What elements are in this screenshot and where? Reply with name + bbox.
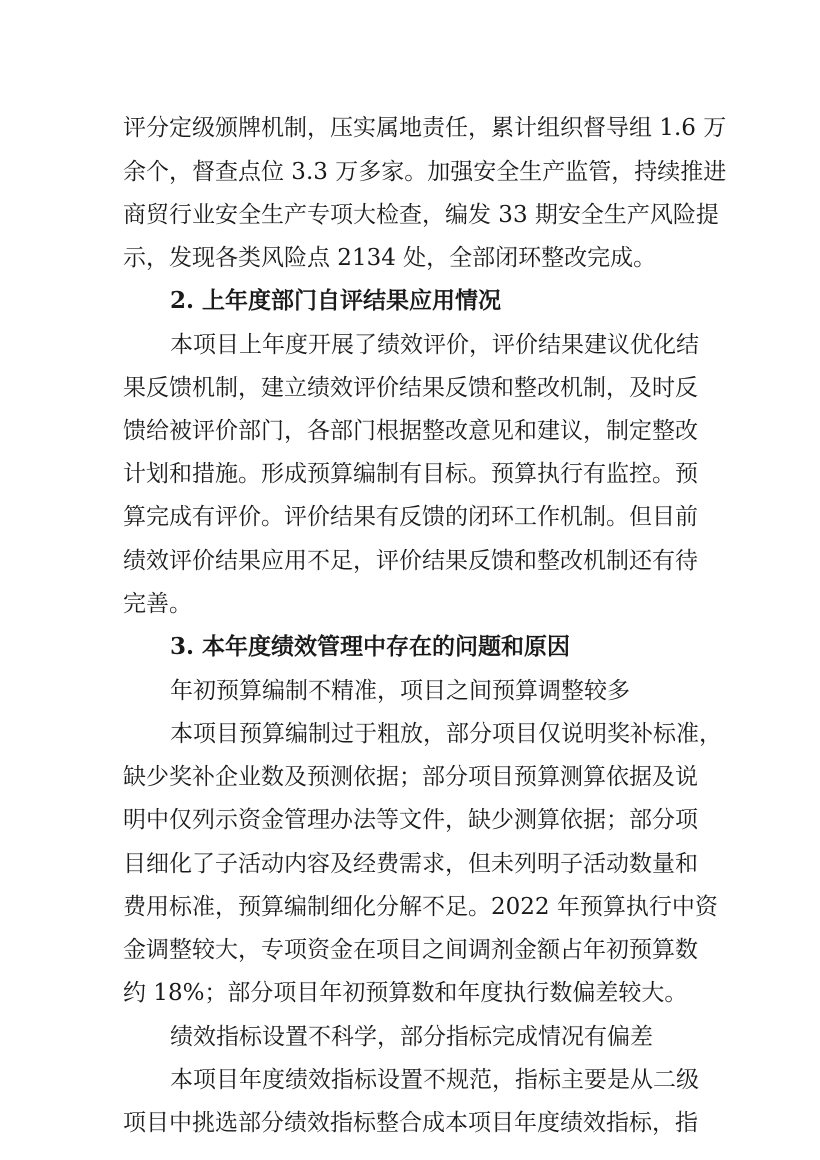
body-line: 项目中挑选部分绩效指标整合成本项目年度绩效指标，指: [123, 1110, 698, 1136]
sub-heading: 年初预算编制不精准，项目之间预算调整较多: [170, 678, 630, 704]
sub-heading: 绩效指标设置不科学，部分指标完成情况有偏差: [170, 1024, 653, 1050]
body-line: 果反馈机制，建立绩效评价结果反馈和整改机制，及时反: [123, 375, 698, 401]
body-line: 余个，督查点位 3.3 万多家。加强安全生产监管，持续推进: [123, 159, 727, 185]
body-line: 评分定级颁牌机制，压实属地责任，累计组织督导组 1.6 万: [123, 115, 727, 141]
body-line: 费用标准，预算编制细化分解不足。2022 年预算执行中资: [123, 894, 718, 920]
body-line: 计划和措施。形成预算编制有目标。预算执行有监控。预: [123, 461, 698, 487]
body-line: 本项目上年度开展了绩效评价，评价结果建议优化结: [170, 332, 699, 358]
body-line: 金调整较大，专项资金在项目之间调剂金额占年初预算数: [123, 937, 698, 963]
body-line: 本项目预算编制过于粗放，部分项目仅说明奖补标准，: [170, 721, 722, 747]
section-heading: 2. 上年度部门自评结果应用情况: [170, 287, 502, 314]
body-line: 目细化了子活动内容及经费需求，但未列明子活动数量和: [123, 851, 698, 877]
body-line: 明中仅列示资金管理办法等文件，缺少测算依据；部分项: [123, 807, 698, 833]
body-line: 约 18%；部分项目年初预算数和年度执行数偏差较大。: [123, 980, 688, 1006]
body-line: 绩效评价结果应用不足，评价结果反馈和整改机制还有待: [123, 548, 698, 574]
body-line: 算完成有评价。评价结果有反馈的闭环工作机制。但目前: [123, 504, 698, 530]
body-line: 商贸行业安全生产专项大检查，编发 33 期安全生产风险提: [123, 202, 719, 228]
body-line: 完善。: [123, 591, 192, 617]
section-heading: 3. 本年度绩效管理中存在的问题和原因: [170, 633, 571, 660]
body-line: 本项目年度绩效指标设置不规范，指标主要是从二级: [170, 1067, 699, 1093]
body-line: 馈给被评价部门，各部门根据整改意见和建议，制定整改: [123, 418, 698, 444]
body-line: 缺少奖补企业数及预测依据；部分项目预算测算依据及说: [123, 764, 698, 790]
body-line: 示，发现各类风险点 2134 处，全部闭环整改完成。: [123, 245, 657, 271]
